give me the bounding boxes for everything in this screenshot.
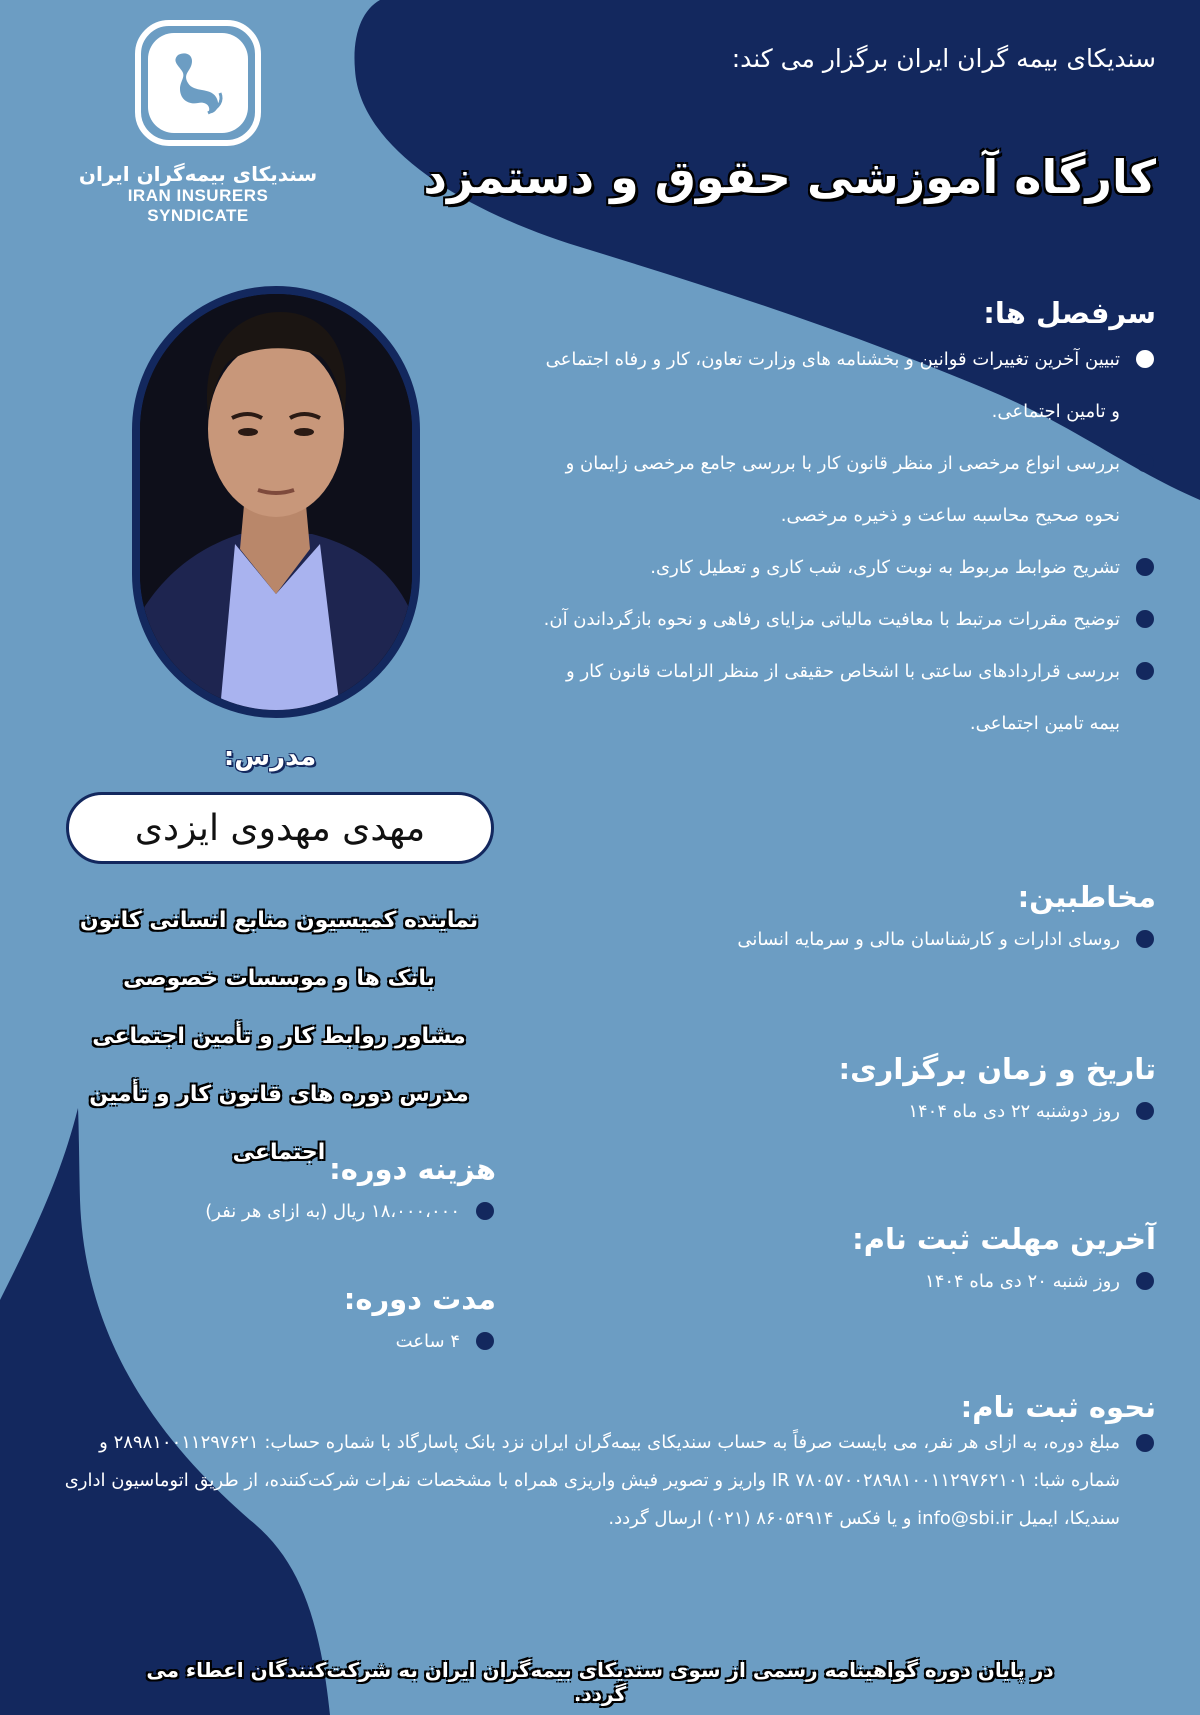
schedule-heading: تاریخ و زمان برگزاری: bbox=[838, 1052, 1156, 1086]
cost-item: ۱۸،۰۰۰،۰۰۰ ریال (به ازای هر نفر) bbox=[56, 1186, 496, 1238]
topic-item: توضیح مقررات مرتبط با معافیت مالیاتی مزایای رفاهی و نحوه بازگرداندن آن. bbox=[536, 594, 1156, 646]
topic-item: بررسی قراردادهای ساعتی با اشخاص حقیقی از منظر الزامات قانون کار و بیمه تامین اجتماعی. bbox=[536, 646, 1156, 750]
registration-heading: نحوه ثبت نام: bbox=[960, 1390, 1156, 1424]
deadline-section bbox=[536, 1222, 1156, 1308]
cost-section bbox=[56, 1152, 496, 1238]
topics-list bbox=[536, 334, 1156, 750]
registration-section bbox=[46, 1390, 1156, 1538]
deadline-heading: آخرین مهلت ثبت نام: bbox=[852, 1222, 1156, 1256]
syndicate-logo bbox=[78, 20, 318, 226]
credential-line: مشاور روابط کار و تأمین اجتماعی bbox=[92, 1024, 466, 1049]
bullet-icon bbox=[1136, 1102, 1154, 1120]
duration-item: ۴ ساعت bbox=[56, 1316, 496, 1368]
duration-heading: مدت دوره: bbox=[343, 1282, 496, 1316]
credential-line: مدرس دوره های قانون کار و تأمین اجتماعی bbox=[89, 1082, 469, 1165]
credential-line: نماینده کمیسیون منابع انسانی کانون bbox=[79, 908, 479, 933]
duration-section bbox=[56, 1282, 496, 1368]
bullet-icon bbox=[1136, 1272, 1154, 1290]
bullet-icon bbox=[1136, 610, 1154, 628]
bullet-icon bbox=[1136, 454, 1154, 472]
certificate-note: در پایان دوره گواهینامه رسمی از سوی سندیکای بیمه‌گران ایران به شرکت‌کنندگان اعطاء می گردد. bbox=[146, 1658, 1054, 1706]
schedule-item: روز دوشنبه ۲۲ دی ماه ۱۴۰۴ bbox=[536, 1086, 1156, 1138]
bullet-icon bbox=[1136, 350, 1154, 368]
instructor-name: مهدی مهدوی ایزدی bbox=[66, 792, 494, 864]
bullet-icon bbox=[1136, 662, 1154, 680]
bullet-icon bbox=[1136, 930, 1154, 948]
organizer-text: سندیکای بیمه گران ایران برگزار می کند: bbox=[731, 44, 1156, 73]
schedule-section bbox=[536, 1052, 1156, 1138]
instructor-photo bbox=[132, 286, 420, 718]
bullet-icon bbox=[476, 1202, 494, 1220]
audience-heading: مخاطبین: bbox=[1017, 880, 1156, 914]
topics-heading: سرفصل ها: bbox=[983, 296, 1156, 330]
instructor-credentials bbox=[44, 892, 514, 1182]
audience-section bbox=[536, 880, 1156, 966]
cost-heading: هزینه دوره: bbox=[329, 1152, 496, 1186]
page-title: کارگاه آموزشی حقوق و دستمزد bbox=[423, 150, 1156, 204]
iran-map-emblem-icon bbox=[158, 43, 238, 123]
topics-section bbox=[536, 296, 1156, 750]
audience-item: روسای ادارات و کارشناسان مالی و سرمایه انسانی bbox=[536, 914, 1156, 966]
person-portrait-icon bbox=[140, 294, 412, 710]
bullet-icon bbox=[476, 1332, 494, 1350]
topic-item: تشریح ضوابط مربوط به نوبت کاری، شب کاری و تعطیل کاری. bbox=[536, 542, 1156, 594]
instructor-label: مدرس: bbox=[223, 742, 317, 772]
credential-line: بانک ها و موسسات خصوصی bbox=[123, 966, 435, 991]
deadline-item: روز شنبه ۲۰ دی ماه ۱۴۰۴ bbox=[536, 1256, 1156, 1308]
topic-item: بررسی انواع مرخصی از منظر قانون کار با بررسی جامع مرخصی زایمان و نحوه صحیح محاسبه ساعت و ذخیره مرخصی. bbox=[536, 438, 1156, 542]
bullet-icon bbox=[1136, 1434, 1154, 1452]
topic-item: تبیین آخرین تغییرات قوانین و بخشنامه های وزارت تعاون، کار و رفاه اجتماعی و تامین اجتماعی. bbox=[536, 334, 1156, 438]
logo-name-persian: سندیکای بیمه‌گران ایران bbox=[78, 162, 318, 186]
registration-instructions: مبلغ دوره، به ازای هر نفر، می بایست صرفاً به حساب سندیکای بیمه‌گران ایران نزد بانک پاسارگاد با شماره حساب: ۲۸۹۸۱۰۰۱۱۲۹۷۶۲۱ و شماره شبا: IR ۷۸۰۵۷۰۰۲۸۹۸۱۰۰۱۱۲۹۷۶۲۱۰۱ واریز و تصویر فیش واریزی همراه با مشخصات نفرات شرکت‌کننده، از طریق اتوماسیون اداری سندیکا، ایمیل info@sbi.ir و یا فکس ۸۶۰۵۴۹۱۴ (۰۲۱) ارسال گردد. bbox=[46, 1424, 1156, 1538]
bullet-icon bbox=[1136, 558, 1154, 576]
logo-name-english: IRAN INSURERS SYNDICATE bbox=[127, 186, 269, 225]
logo-emblem bbox=[135, 20, 261, 146]
